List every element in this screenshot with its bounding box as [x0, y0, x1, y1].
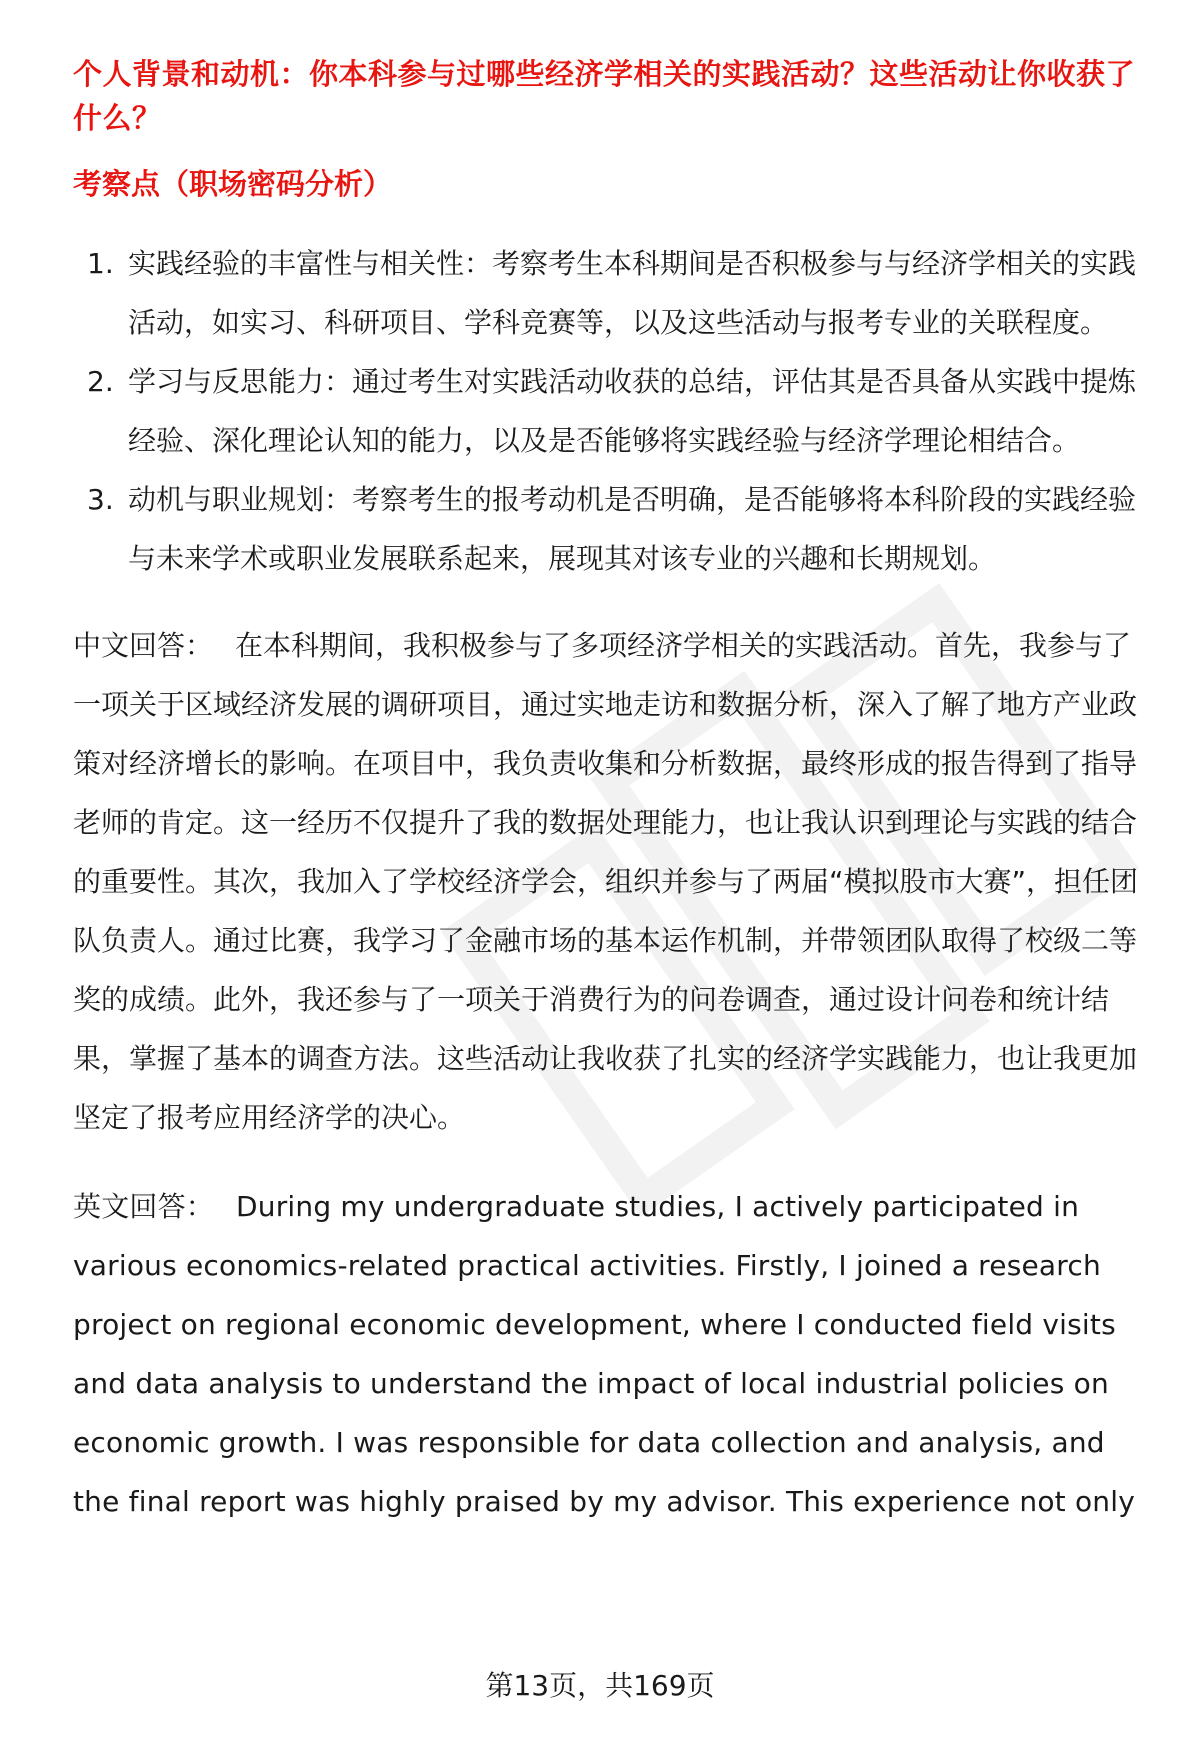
english-answer [73, 1177, 1153, 1531]
document-content [73, 52, 1153, 1531]
list-text: 学习与反思能力：通过考生对实践活动收获的总结，评估其是否具备从实践中提炼经验、深化理论认知的能力，以及是否能够将实践经验与经济学理论相结合。 [128, 365, 1137, 457]
english-answer-label: 英文回答： [73, 1190, 215, 1223]
chinese-answer [73, 616, 1153, 1147]
analysis-title: 考察点（职场密码分析） [73, 167, 393, 201]
points-list [73, 234, 1153, 588]
list-number: 2. [87, 365, 114, 398]
list-number: 1. [87, 247, 114, 280]
list-item [73, 234, 1153, 352]
chinese-answer-text: 在本科期间，我积极参与了多项经济学相关的实践活动。首先，我参与了一项关于区域经济发展的调研项目，通过实地走访和数据分析，深入了解了地方产业政策对经济增长的影响。在项目中，我负责收集和分析数据，最终形成的报告得到了指导老师的肯定。这一经历不仅提升了我的数据处理能力，也让我认识到理论与实践的结合的重要性。其次，我加入了学校经济学会，组织并参与了两届“模拟股市大赛”，担任团队负责人。通过比赛，我学习了金融市场的基本运作机制，并带领团队取得了校级二等奖的成绩。此外，我还参与了一项关于消费行为的问卷调查，通过设计问卷和统计结果，掌握了基本的调查方法。这些活动让我收获了扎实的经济学实践能力，也让我更加坚定了报考应用经济学的决心。 [73, 629, 1139, 1134]
list-text: 动机与职业规划：考察考生的报考动机是否明确，是否能够将本科阶段的实践经验与未来学术或职业发展联系起来，展现其对该专业的兴趣和长期规划。 [128, 483, 1137, 575]
chinese-answer-label: 中文回答： [73, 629, 214, 662]
english-answer-text: During my undergraduate studies, I actively participated in various economics-related practical activities. Firstly, I joined a research project on regional economic development, where I conducted field visits and data analysis to understand the impact of local industrial policies on economic growth. I was responsible for data collection and analysis, and the final report was highly praised by my advisor. This experience not only [73, 1190, 1135, 1518]
list-item [73, 352, 1153, 470]
list-number: 3. [87, 483, 114, 516]
list-text: 实践经验的丰富性与相关性：考察考生本科期间是否积极参与与经济学相关的实践活动，如实习、科研项目、学科竞赛等，以及这些活动与报考专业的关联程度。 [128, 247, 1137, 339]
list-item [73, 470, 1153, 588]
question-heading: 个人背景和动机：你本科参与过哪些经济学相关的实践活动？这些活动让你收获了什么？ [73, 57, 1136, 135]
page-number: 第13页，共169页 [485, 1669, 715, 1702]
